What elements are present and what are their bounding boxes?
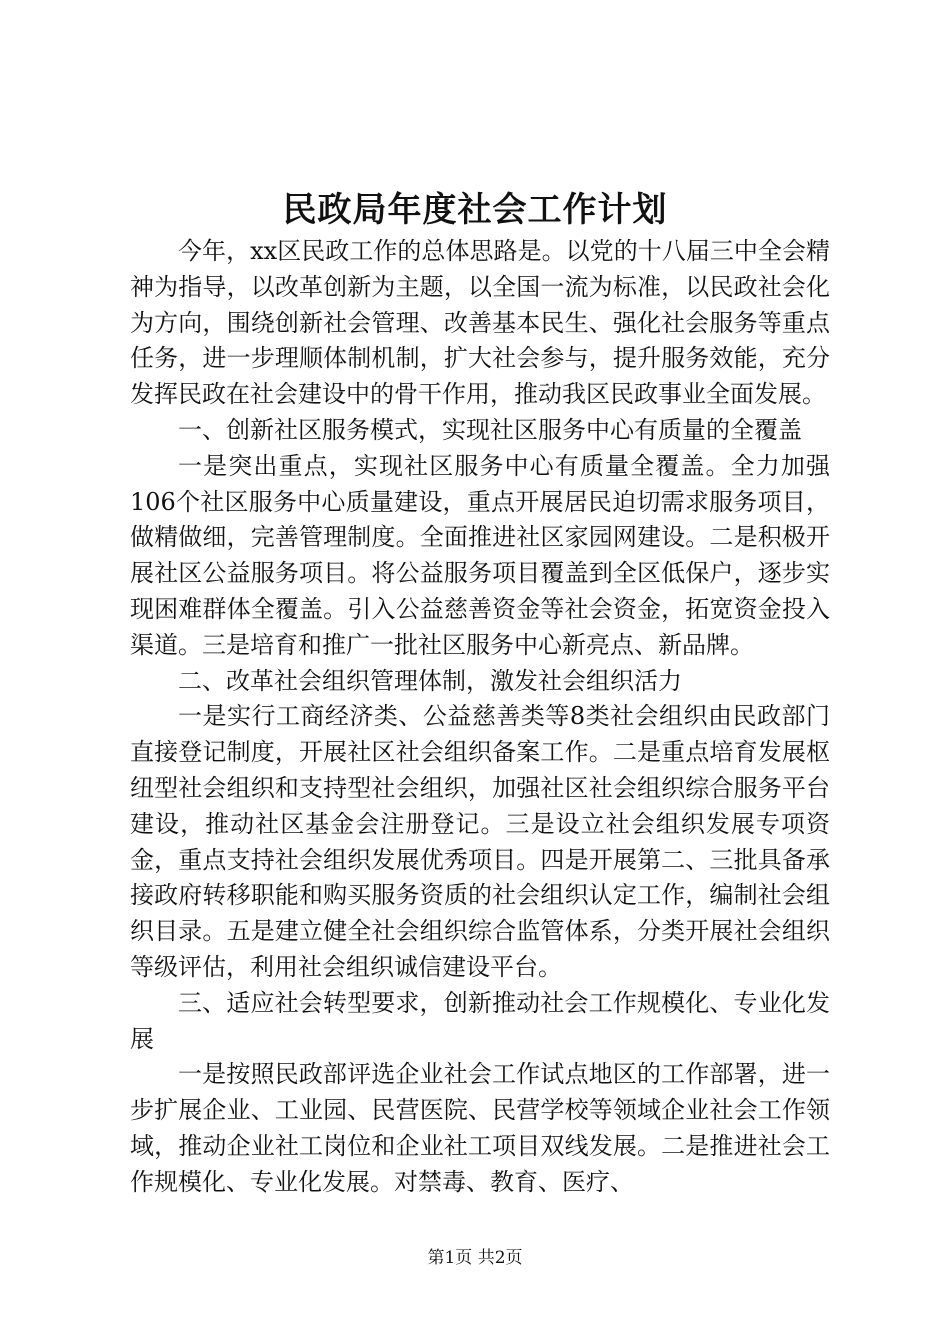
page-number-footer: 第1页 共2页 [427, 1248, 523, 1268]
intro-paragraph: 今年，xx区民政工作的总体思路是。以党的十八届三中全会精神为指导，以改革创新为主题，以全国一流为标准，以民政社会化为方向，围绕创新社会管理、改善基本民生、强化社会服务等重点任务，进一步理顺体制机制，扩大社会参与，提升服务效能，充分发挥民政在社会建设中的骨干作用，推动我区民政事业全面发展。 [130, 237, 830, 409]
document-body [130, 234, 830, 1201]
document-title: 民政局年度社会工作计划 [282, 190, 668, 230]
section-paragraph-3: 一是按照民政部评选企业社会工作试点地区的工作部署，进一步扩展企业、工业园、民营医院、民营学校等领域企业社会工作领域，推动企业社工岗位和企业社工项目双线发展。二是推进社会工作规模化、专业化发展。对禁毒、教育、医疗、 [130, 1060, 830, 1196]
section-heading-3: 三、适应社会转型要求，创新推动社会工作规模化、专业化发展 [130, 988, 830, 1053]
section-heading-1: 一、创新社区服务模式，实现社区服务中心有质量的全覆盖 [178, 415, 802, 444]
section-paragraph-1: 一是突出重点，实现社区服务中心有质量全覆盖。全力加强106个社区服务中心质量建设，重点开展居民迫切需求服务项目，做精做细，完善管理制度。全面推进社区家园网建设。二是积极开展社区公益服务项目。将公益服务项目覆盖到全区低保户，逐步实现困难群体全覆盖。引入公益慈善资金等社会资金，拓宽资金投入渠道。三是培育和推广一批社区服务中心新亮点、新品牌。 [130, 451, 830, 659]
section-heading-2: 二、改革社会组织管理体制，激发社会组织活力 [178, 666, 682, 695]
section-paragraph-2: 一是实行工商经济类、公益慈善类等8类社会组织由民政部门直接登记制度，开展社区社会组织备案工作。二是重点培育发展枢纽型社会组织和支持型社会组织，加强社区社会组织综合服务平台建设，推动社区基金会注册登记。三是设立社会组织发展专项资金，重点支持社会组织发展优秀项目。四是开展第二、三批具备承接政府转移职能和购买服务资质的社会组织认定工作，编制社会组织目录。五是建立健全社会组织综合监管体系，分类开展社会组织等级评估，利用社会组织诚信建设平台。 [130, 702, 830, 981]
